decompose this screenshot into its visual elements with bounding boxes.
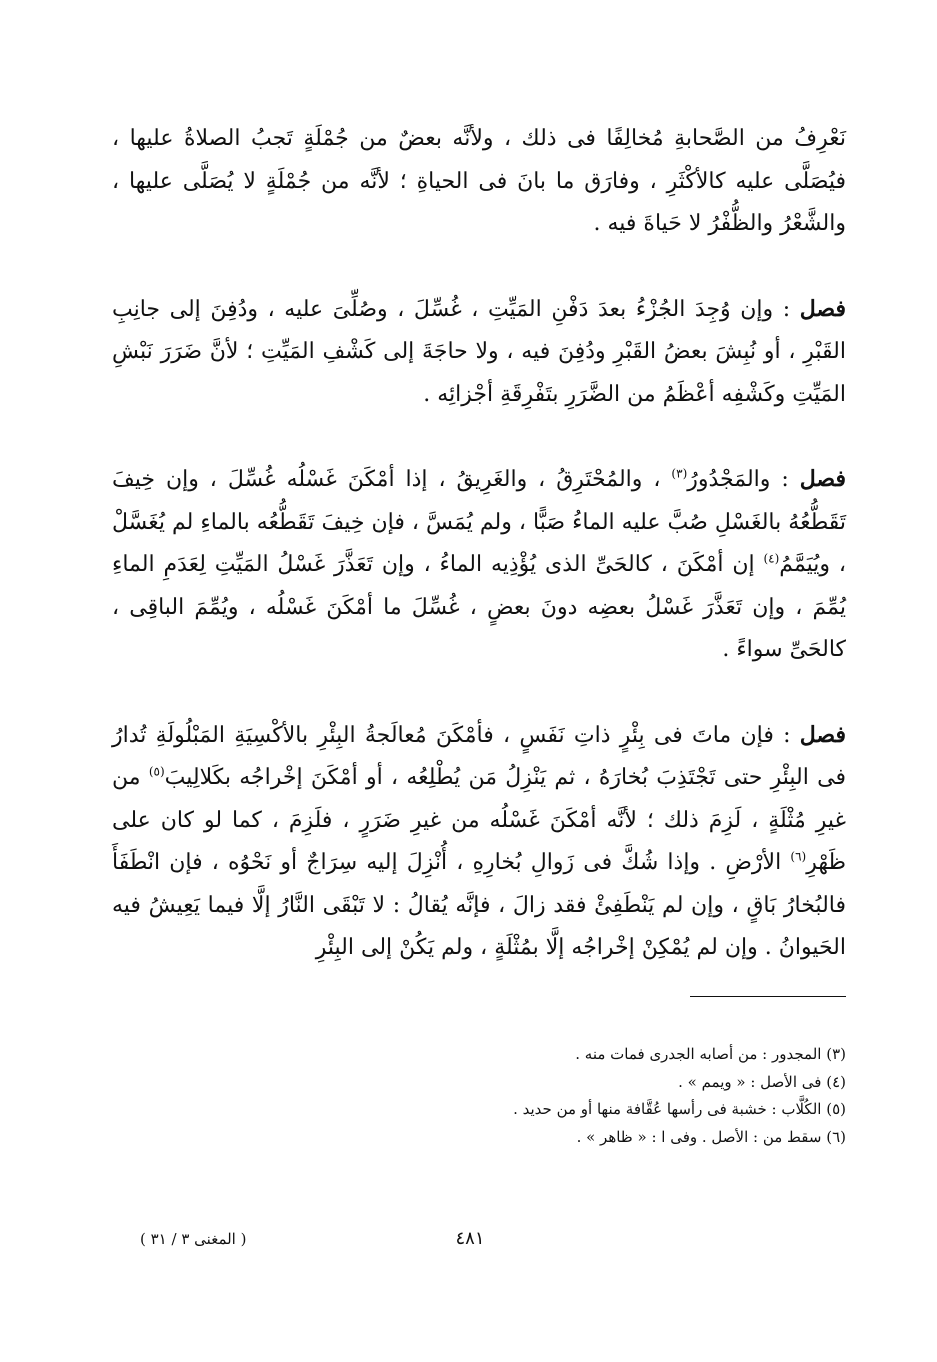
- paragraph-4-text-a: : فإن ماتَ فى بِئْرٍ ذاتِ نَفَسٍ ، فأمْكَنَ مُعالَجةُ البِئْرِ بالأكْسِيَةِ المَبْلُولَةِ تُدارُ فى البِئْرِ حتى تَجْتَذِبَ بُخارَهُ ، ثم يَنْزِلُ مَن يُطْلِعُه ، أو أمْكَنَ إخْراجُه بكَلالِيبَ: [112, 722, 847, 790]
- paragraph-1-text: نَعْرِفُ من الصَّحابةِ مُخالِفًا فى ذلك ، ولأنَّه بعضٌ من جُمْلَةٍ تَجبُ الصلاةُ عليها ، فيُصَلَّى عليه كالأكْثَرِ ، وفارَق ما بانَ فى الحياةِ ؛ لأنَّه من جُمْلَةٍ لا يُصَلَّى عليها ، والشَّعْرُ والظُّفْرُ لا حَياةَ فيه .: [112, 126, 846, 236]
- volume-reference: ( المغنى ٣ / ٣١ ): [140, 1230, 247, 1248]
- footnote-5: (٥) الكُلَّاب : خشبة فى رأسها عُقَّافة منها أو من حديد .: [513, 1100, 846, 1118]
- footnote-ref-6[interactable]: (٦): [790, 849, 807, 864]
- footnote-ref-4[interactable]: (٤): [763, 551, 780, 566]
- footnote-ref-3[interactable]: (٣): [671, 466, 688, 481]
- paragraph-3: [112, 458, 846, 672]
- section-heading: فصل: [799, 295, 846, 322]
- main-text: [112, 118, 846, 970]
- footnote-6: (٦) سقط من : الأصل . وفى ا : « ظاهر » .: [576, 1127, 846, 1146]
- paragraph-3-text-a: : والمَجْدُورُ: [687, 467, 800, 492]
- paragraph-3-text-b: ، والمُحْتَرِقُ ، والغَرِيقُ ، إذا أمْكَنَ غَسْلُه غُسِّلَ ، وإن خِيفَ تَقَطُّعُهُ بالغَسْلِ صُبَّ عليه الماءُ صَبًّا ، ولم يُمَسَّ ، فإن خِيفَ تَقَطُّعُه بالماءِ لم يُغَسَّلْ ، ويُيَمَّمُ: [112, 467, 846, 577]
- paragraph-4-text-c: الأرْضِ . وإذا شُكَّ فى زَوالِ بُخارِهِ ، أُنْزِلَ إليه سِرَاجٌ أو نَحْوُه ، فإن انْطَفَأَ فالبُخارُ بَاقٍ ، وإن لم يَنْطَفِئْ فقد زالَ ، فإنَّه يُقالُ : لا تَبْقَى النَّارُ إلَّا فيما يَعِيشُ فيه الحَيوانُ . وإن لم يُمْكِنْ إخْراجُه إلَّا بمُثْلَةٍ ، ولم يَكُنْ إلى البِئْرِ: [112, 850, 846, 960]
- paragraph-spacer: [112, 246, 846, 288]
- paragraph-2-text: : وإن وُجِدَ الجُزْءُ بعدَ دَفْنِ المَيِّتِ ، غُسِّلَ ، وصُلِّىَ عليه ، ودُفِنَ إلى جانِبِ القَبْرِ ، أو نُبِشَ بعضُ القَبْرِ ودُفِنَ فيه ، ولا حاجَةَ إلى كَشْفِ المَيِّتِ ؛ لأنَّ ضَرَرَ نَبْشِ المَيِّتِ وكَشْفِه أعْظَمُ من الضَّرَرِ بتَفْرِقَةِ أجْزائِه .: [112, 296, 847, 407]
- paragraph-spacer: [112, 416, 846, 458]
- footnote-separator: [690, 996, 846, 997]
- footnote-3: (٣) المجدور : من أصابه الجدرى فمات منه .: [575, 1045, 846, 1063]
- section-heading: فصل: [799, 466, 846, 492]
- paragraph-4: [112, 714, 846, 970]
- footnotes: [112, 1041, 846, 1151]
- section-heading: فصل: [799, 721, 846, 748]
- footnote-4: (٤) فى الأصل : « ويمم » .: [678, 1072, 846, 1091]
- paragraph-4-text-b: من غيرِ مُثْلَةٍ ، لَزِمَ ذلك ؛ لأنَّه أمْكَنَ غَسْلُه من غيرِ ضَرَرٍ ، فلَزِمَ ، كما لو كان على ظَهْرِ: [112, 765, 846, 875]
- footnote-ref-5[interactable]: (٥): [148, 764, 165, 779]
- paragraph-2: [112, 288, 846, 417]
- paragraph-3-text-c: إن أمْكَنَ ، كالحَىِّ الذى يُؤْذِيه الماءُ ، وإن تَعَذَّرَ غَسْلُ المَيِّتِ لِعَدَمِ الماءِ يُمِّمَ ، وإن تَعَذَّرَ غَسْلُ بعضِه دونَ بعضٍ ، غُسِّلَ ما أمْكَنَ غَسْلُه ، ويُمِّمَ الباقِى ، كالحَىِّ سواءً .: [112, 552, 846, 662]
- paragraph-spacer: [112, 672, 846, 714]
- paragraph-1: [112, 118, 846, 246]
- page-number: ٤٨١: [455, 1228, 485, 1249]
